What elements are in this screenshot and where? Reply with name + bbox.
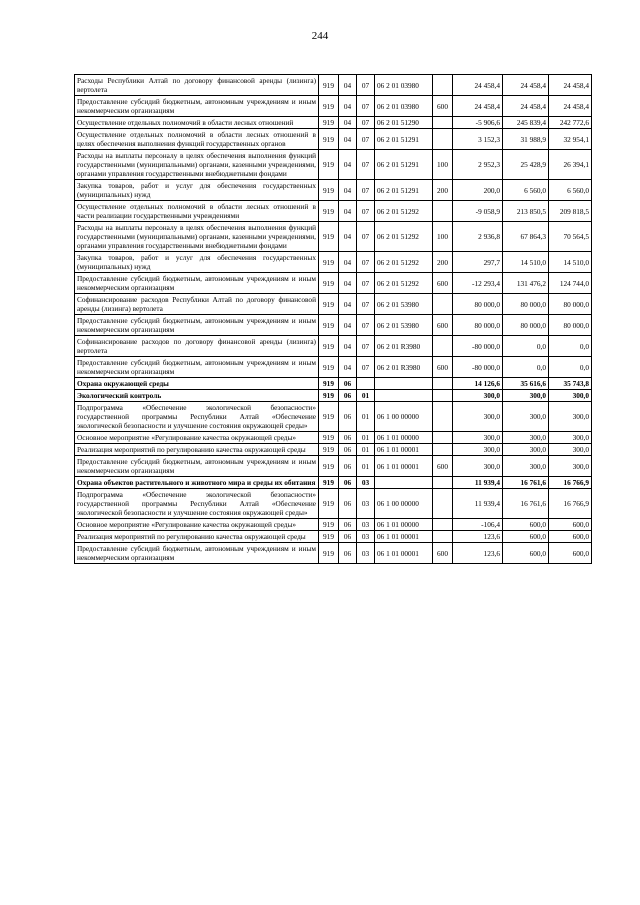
row-section-code: 04 [339, 252, 357, 273]
row-subsection-code: 01 [357, 444, 375, 456]
row-subsection-code: 03 [357, 477, 375, 489]
row-ministry-code: 919 [319, 75, 339, 96]
row-target-article [375, 378, 433, 390]
row-subsection-code: 03 [357, 531, 375, 543]
row-amount-2: 0,0 [503, 357, 549, 378]
row-target-article: 06 2 01 03980 [375, 75, 433, 96]
table-row [75, 96, 592, 117]
row-target-article: 06 2 01 03980 [375, 96, 433, 117]
row-amount-2: 0,0 [503, 336, 549, 357]
row-target-article: 06 1 01 00000 [375, 519, 433, 531]
row-ministry-code: 919 [319, 489, 339, 519]
row-amount-3: 16 766,9 [549, 489, 592, 519]
row-expense-kind [433, 378, 453, 390]
row-expense-kind [433, 444, 453, 456]
table-row [75, 357, 592, 378]
row-section-code: 06 [339, 543, 357, 564]
row-target-article: 06 2 01 51291 [375, 129, 433, 150]
row-description: Софинансирование расходов Республики Алтай по договору финансовой аренды (лизинга) вертолета [75, 294, 319, 315]
row-amount-3: 0,0 [549, 357, 592, 378]
row-expense-kind: 600 [433, 543, 453, 564]
row-expense-kind: 600 [433, 96, 453, 117]
row-subsection-code: 07 [357, 96, 375, 117]
row-amount-3: 600,0 [549, 543, 592, 564]
table-row [75, 129, 592, 150]
table-row [75, 378, 592, 390]
row-ministry-code: 919 [319, 531, 339, 543]
row-ministry-code: 919 [319, 252, 339, 273]
row-amount-1: -5 906,6 [453, 117, 503, 129]
row-ministry-code: 919 [319, 222, 339, 252]
row-description: Предоставление субсидий бюджетным, автономным учреждениям и иным некоммерческим организациям [75, 543, 319, 564]
row-expense-kind: 100 [433, 222, 453, 252]
row-ministry-code: 919 [319, 117, 339, 129]
row-description: Расходы на выплаты персоналу в целях обеспечения выполнения функций государственными (муниципальными) органами, казенными учреждениями, органами управления государственными внебюджетными фондами [75, 150, 319, 180]
row-amount-3: 70 564,5 [549, 222, 592, 252]
row-subsection-code: 07 [357, 150, 375, 180]
row-section-code: 06 [339, 432, 357, 444]
row-amount-2: 300,0 [503, 402, 549, 432]
row-target-article: 06 2 01 R3980 [375, 336, 433, 357]
table-row [75, 222, 592, 252]
table-row [75, 75, 592, 96]
row-section-code: 04 [339, 315, 357, 336]
row-target-article: 06 2 01 51292 [375, 273, 433, 294]
row-subsection-code: 07 [357, 75, 375, 96]
row-subsection-code: 07 [357, 117, 375, 129]
row-amount-2: 600,0 [503, 531, 549, 543]
row-section-code: 06 [339, 519, 357, 531]
row-amount-2: 35 616,6 [503, 378, 549, 390]
row-expense-kind [433, 531, 453, 543]
table-row [75, 402, 592, 432]
row-amount-3: 124 744,0 [549, 273, 592, 294]
row-amount-2: 80 000,0 [503, 315, 549, 336]
row-expense-kind [433, 75, 453, 96]
row-amount-1: -12 293,4 [453, 273, 503, 294]
row-subsection-code: 07 [357, 294, 375, 315]
row-amount-3: 300,0 [549, 456, 592, 477]
row-amount-1: 24 458,4 [453, 96, 503, 117]
row-section-code: 06 [339, 489, 357, 519]
row-section-code: 04 [339, 357, 357, 378]
table-row [75, 180, 592, 201]
row-ministry-code: 919 [319, 273, 339, 294]
row-amount-2: 24 458,4 [503, 75, 549, 96]
row-ministry-code: 919 [319, 96, 339, 117]
row-expense-kind [433, 117, 453, 129]
row-expense-kind [433, 201, 453, 222]
row-ministry-code: 919 [319, 432, 339, 444]
row-amount-3: 80 000,0 [549, 315, 592, 336]
row-section-code: 04 [339, 150, 357, 180]
row-description: Закупка товаров, работ и услуг для обеспечения государственных (муниципальных) нужд [75, 180, 319, 201]
row-expense-kind: 600 [433, 456, 453, 477]
row-expense-kind [433, 294, 453, 315]
row-section-code: 04 [339, 294, 357, 315]
row-amount-1: 300,0 [453, 444, 503, 456]
row-ministry-code: 919 [319, 543, 339, 564]
row-description: Предоставление субсидий бюджетным, автономным учреждениям и иным некоммерческим организациям [75, 96, 319, 117]
row-amount-2: 80 000,0 [503, 294, 549, 315]
row-amount-1: 300,0 [453, 390, 503, 402]
row-section-code: 06 [339, 390, 357, 402]
row-amount-3: 600,0 [549, 531, 592, 543]
row-subsection-code: 01 [357, 456, 375, 477]
row-amount-3: 6 560,0 [549, 180, 592, 201]
row-subsection-code: 07 [357, 252, 375, 273]
row-section-code: 06 [339, 444, 357, 456]
row-description: Экологический контроль [75, 390, 319, 402]
row-amount-1: 80 000,0 [453, 294, 503, 315]
row-description: Осуществление отдельных полномочий в области лесных отношений [75, 117, 319, 129]
row-expense-kind [433, 432, 453, 444]
row-section-code: 04 [339, 96, 357, 117]
row-description: Основное мероприятие «Регулирование качества окружающей среды» [75, 432, 319, 444]
row-description: Подпрограмма «Обеспечение экологической безопасности» государственной программы Республики Алтай «Обеспечение экологической безопасности и улучшение состояния окружающей среды» [75, 489, 319, 519]
row-description: Предоставление субсидий бюджетным, автономным учреждениям и иным некоммерческим организациям [75, 273, 319, 294]
row-description: Осуществление отдельных полномочий в области лесных отношений в части реализации государственными учреждениями [75, 201, 319, 222]
row-target-article: 06 2 01 51292 [375, 222, 433, 252]
row-subsection-code: 07 [357, 357, 375, 378]
row-target-article [375, 477, 433, 489]
row-amount-2: 31 988,9 [503, 129, 549, 150]
row-amount-3: 0,0 [549, 336, 592, 357]
table-row [75, 519, 592, 531]
table-row [75, 543, 592, 564]
row-expense-kind: 600 [433, 357, 453, 378]
row-target-article: 06 2 01 51292 [375, 252, 433, 273]
row-target-article: 06 1 00 00000 [375, 402, 433, 432]
row-ministry-code: 919 [319, 519, 339, 531]
row-description: Реализация мероприятий по регулированию качества окружающей среды [75, 444, 319, 456]
table-row [75, 294, 592, 315]
row-section-code: 06 [339, 402, 357, 432]
row-description: Реализация мероприятий по регулированию качества окружающей среды [75, 531, 319, 543]
row-amount-3: 80 000,0 [549, 294, 592, 315]
row-description: Предоставление субсидий бюджетным, автономным учреждениям и иным некоммерческим организациям [75, 456, 319, 477]
row-ministry-code: 919 [319, 357, 339, 378]
row-amount-2: 25 428,9 [503, 150, 549, 180]
table-row [75, 150, 592, 180]
row-description: Охрана объектов растительного и животного мира и среды их обитания [75, 477, 319, 489]
row-section-code: 06 [339, 456, 357, 477]
table-row [75, 456, 592, 477]
row-expense-kind [433, 489, 453, 519]
row-expense-kind: 200 [433, 252, 453, 273]
row-amount-3: 26 394,1 [549, 150, 592, 180]
row-description: Подпрограмма «Обеспечение экологической безопасности» государственной программы Республики Алтай «Обеспечение экологической безопасности и улучшение состояния окружающей среды» [75, 402, 319, 432]
row-subsection-code: 07 [357, 201, 375, 222]
row-section-code: 04 [339, 336, 357, 357]
row-section-code: 04 [339, 180, 357, 201]
row-section-code: 06 [339, 531, 357, 543]
row-ministry-code: 919 [319, 477, 339, 489]
table-row [75, 273, 592, 294]
row-amount-3: 300,0 [549, 432, 592, 444]
row-subsection-code: 07 [357, 222, 375, 252]
row-amount-1: 300,0 [453, 456, 503, 477]
row-amount-1: -106,4 [453, 519, 503, 531]
row-section-code: 04 [339, 75, 357, 96]
row-ministry-code: 919 [319, 390, 339, 402]
row-subsection-code [357, 378, 375, 390]
row-amount-1: 14 126,6 [453, 378, 503, 390]
row-expense-kind: 200 [433, 180, 453, 201]
row-ministry-code: 919 [319, 456, 339, 477]
table-row [75, 477, 592, 489]
row-description: Расходы Республики Алтай по договору финансовой аренды (лизинга) вертолета [75, 75, 319, 96]
row-expense-kind [433, 519, 453, 531]
row-amount-1: -9 058,9 [453, 201, 503, 222]
row-target-article: 06 2 01 51291 [375, 180, 433, 201]
table-row [75, 117, 592, 129]
row-amount-1: 123,6 [453, 543, 503, 564]
row-subsection-code: 03 [357, 489, 375, 519]
row-section-code: 04 [339, 273, 357, 294]
row-amount-3: 24 458,4 [549, 96, 592, 117]
row-amount-2: 67 864,3 [503, 222, 549, 252]
row-amount-3: 16 766,9 [549, 477, 592, 489]
table-row [75, 390, 592, 402]
row-target-article: 06 2 01 53980 [375, 294, 433, 315]
row-amount-2: 16 761,6 [503, 477, 549, 489]
row-target-article: 06 1 00 00000 [375, 489, 433, 519]
row-description: Основное мероприятие «Регулирование качества окружающей среды» [75, 519, 319, 531]
row-target-article: 06 1 01 00001 [375, 444, 433, 456]
row-ministry-code: 919 [319, 336, 339, 357]
row-ministry-code: 919 [319, 201, 339, 222]
table-row [75, 252, 592, 273]
row-amount-1: 297,7 [453, 252, 503, 273]
row-amount-1: 200,0 [453, 180, 503, 201]
row-expense-kind: 100 [433, 150, 453, 180]
row-amount-3: 209 818,5 [549, 201, 592, 222]
row-amount-3: 300,0 [549, 444, 592, 456]
budget-table [74, 74, 592, 564]
row-expense-kind [433, 336, 453, 357]
row-section-code: 06 [339, 477, 357, 489]
row-subsection-code: 07 [357, 180, 375, 201]
row-amount-3: 300,0 [549, 390, 592, 402]
row-amount-3: 32 954,1 [549, 129, 592, 150]
row-amount-1: 123,6 [453, 531, 503, 543]
row-amount-2: 300,0 [503, 456, 549, 477]
row-amount-1: 300,0 [453, 402, 503, 432]
row-amount-1: 2 952,3 [453, 150, 503, 180]
row-amount-2: 600,0 [503, 519, 549, 531]
row-amount-2: 6 560,0 [503, 180, 549, 201]
row-amount-3: 300,0 [549, 402, 592, 432]
row-section-code: 04 [339, 222, 357, 252]
row-description: Предоставление субсидий бюджетным, автономным учреждениям и иным некоммерческим организациям [75, 357, 319, 378]
row-target-article [375, 390, 433, 402]
row-subsection-code: 03 [357, 519, 375, 531]
row-amount-2: 16 761,6 [503, 489, 549, 519]
table-row [75, 444, 592, 456]
row-target-article: 06 1 01 00001 [375, 531, 433, 543]
row-expense-kind [433, 402, 453, 432]
row-ministry-code: 919 [319, 180, 339, 201]
row-amount-1: 300,0 [453, 432, 503, 444]
row-expense-kind: 600 [433, 315, 453, 336]
row-amount-2: 14 510,0 [503, 252, 549, 273]
row-amount-3: 14 510,0 [549, 252, 592, 273]
row-amount-2: 300,0 [503, 432, 549, 444]
row-amount-3: 24 458,4 [549, 75, 592, 96]
row-target-article: 06 2 01 51291 [375, 150, 433, 180]
row-subsection-code: 07 [357, 273, 375, 294]
row-subsection-code: 01 [357, 390, 375, 402]
row-amount-2: 131 476,2 [503, 273, 549, 294]
row-amount-2: 24 458,4 [503, 96, 549, 117]
row-target-article: 06 2 01 51290 [375, 117, 433, 129]
row-amount-1: 24 458,4 [453, 75, 503, 96]
row-subsection-code: 01 [357, 402, 375, 432]
row-expense-kind [433, 477, 453, 489]
row-amount-3: 35 743,8 [549, 378, 592, 390]
table-row [75, 432, 592, 444]
row-amount-2: 300,0 [503, 390, 549, 402]
row-amount-2: 600,0 [503, 543, 549, 564]
row-amount-2: 245 839,4 [503, 117, 549, 129]
row-section-code: 04 [339, 117, 357, 129]
budget-table-body [75, 75, 592, 564]
row-target-article: 06 1 01 00000 [375, 432, 433, 444]
row-amount-2: 300,0 [503, 444, 549, 456]
row-ministry-code: 919 [319, 129, 339, 150]
row-amount-1: 80 000,0 [453, 315, 503, 336]
row-subsection-code: 07 [357, 129, 375, 150]
row-description: Расходы на выплаты персоналу в целях обеспечения выполнения функций государственными (муниципальными) органами, казенными учреждениями, органами управления государственными внебюджетными фондами [75, 222, 319, 252]
table-row [75, 489, 592, 519]
row-amount-1: 11 939,4 [453, 477, 503, 489]
row-amount-3: 600,0 [549, 519, 592, 531]
table-row [75, 201, 592, 222]
row-description: Предоставление субсидий бюджетным, автономным учреждениям и иным некоммерческим организациям [75, 315, 319, 336]
row-target-article: 06 2 01 53980 [375, 315, 433, 336]
table-row [75, 531, 592, 543]
row-ministry-code: 919 [319, 150, 339, 180]
row-target-article: 06 1 01 00001 [375, 456, 433, 477]
row-amount-3: 242 772,6 [549, 117, 592, 129]
row-subsection-code: 07 [357, 336, 375, 357]
row-ministry-code: 919 [319, 294, 339, 315]
row-ministry-code: 919 [319, 444, 339, 456]
row-target-article: 06 2 01 R3980 [375, 357, 433, 378]
row-description: Закупка товаров, работ и услуг для обеспечения государственных (муниципальных) нужд [75, 252, 319, 273]
row-subsection-code: 03 [357, 543, 375, 564]
row-target-article: 06 1 01 00001 [375, 543, 433, 564]
row-expense-kind [433, 129, 453, 150]
row-amount-1: 3 152,3 [453, 129, 503, 150]
row-description: Охрана окружающей среды [75, 378, 319, 390]
row-subsection-code: 01 [357, 432, 375, 444]
row-ministry-code: 919 [319, 378, 339, 390]
row-expense-kind: 600 [433, 273, 453, 294]
row-description: Софинансирование расходов по договору финансовой аренды (лизинга) вертолета [75, 336, 319, 357]
row-expense-kind [433, 390, 453, 402]
row-amount-1: -80 000,0 [453, 336, 503, 357]
row-ministry-code: 919 [319, 402, 339, 432]
row-description: Осуществление отдельных полномочий в области лесных отношений в целях обеспечения выполнения функций государственных органов [75, 129, 319, 150]
row-section-code: 06 [339, 378, 357, 390]
row-section-code: 04 [339, 129, 357, 150]
row-section-code: 04 [339, 201, 357, 222]
row-amount-2: 213 850,5 [503, 201, 549, 222]
row-target-article: 06 2 01 51292 [375, 201, 433, 222]
row-ministry-code: 919 [319, 315, 339, 336]
table-row [75, 315, 592, 336]
row-amount-1: 11 939,4 [453, 489, 503, 519]
page-number: 244 [311, 30, 329, 42]
row-subsection-code: 07 [357, 315, 375, 336]
row-amount-1: -80 000,0 [453, 357, 503, 378]
table-row [75, 336, 592, 357]
row-amount-1: 2 936,8 [453, 222, 503, 252]
